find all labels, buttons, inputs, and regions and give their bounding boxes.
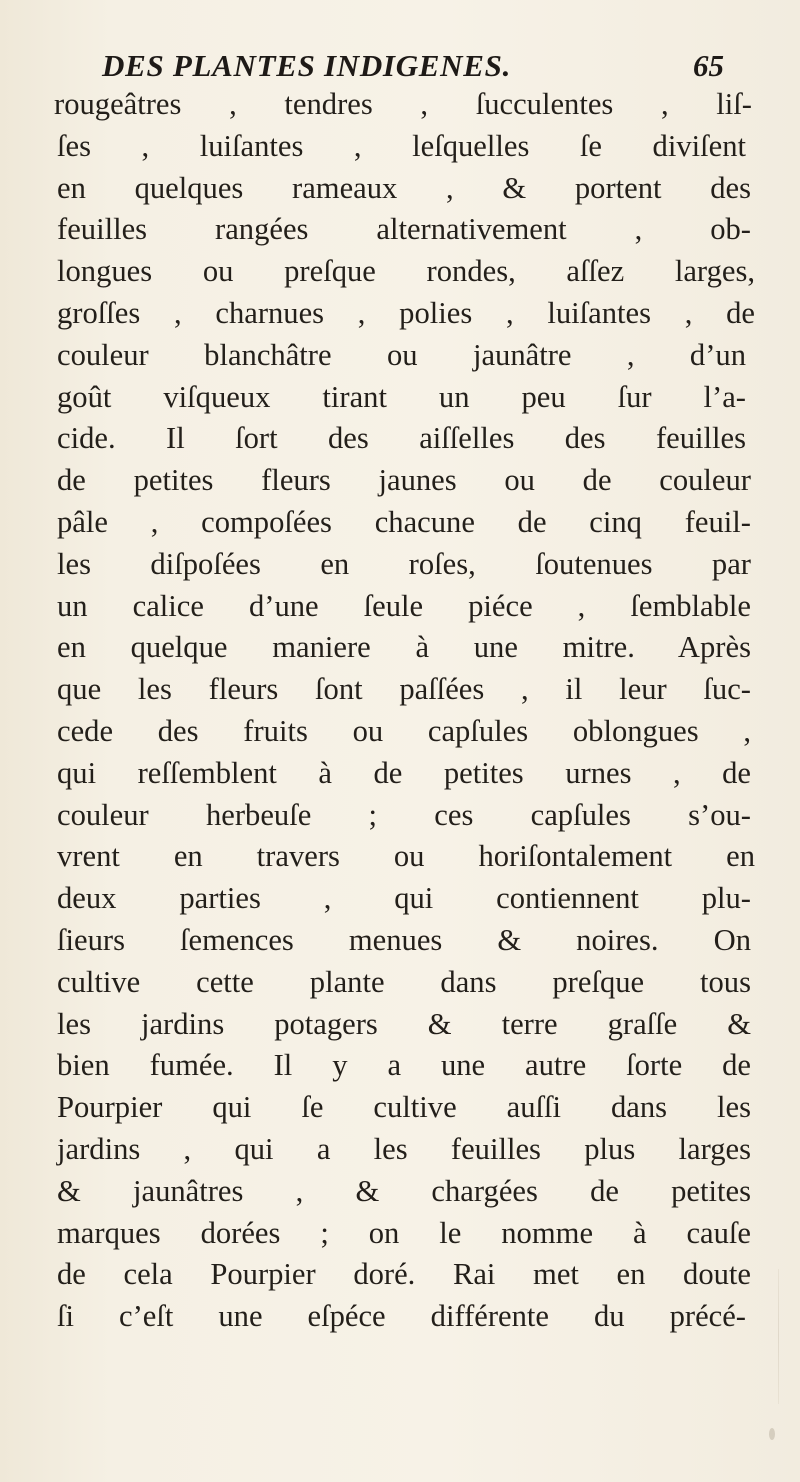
text-line: cide. Il ſort des aiſſelles des feuilles	[57, 421, 746, 456]
text-line: feuilles rangées alternativement , ob-	[57, 212, 751, 247]
text-line: rougeâtres , tendres , ſucculentes , liſ-	[54, 87, 752, 121]
text-line: jardins , qui a les feuilles plus larges	[57, 1131, 751, 1166]
page-number: 65	[693, 48, 724, 83]
text-line: marques dorées ; on le nomme à cauſe	[57, 1215, 751, 1250]
text-line: couleur herbeuſe ; ces capſules s’ou-	[57, 797, 751, 832]
text-line: les jardins potagers & terre graſſe &	[57, 1006, 751, 1041]
text-line: groſſes , charnues , polies , luiſantes , de	[57, 295, 755, 330]
running-head: DES PLANTES INDIGENES.	[102, 48, 512, 83]
text-line: vrent en travers ou horiſontalement en	[57, 839, 755, 874]
text-line: couleur blanchâtre ou jaunâtre , d’un	[57, 337, 746, 372]
text-line: longues ou preſque rondes, aſſez larges,	[57, 254, 755, 289]
text-line: en quelque maniere à une mitre. Après	[57, 630, 751, 665]
text-line: que les fleurs ſont paſſées , il leur ſuc-	[57, 672, 751, 707]
text-line: de cela Pourpier doré. Rai met en doute	[57, 1257, 751, 1292]
body-text	[54, 84, 755, 1338]
text-line: goût viſqueux tirant un peu ſur l’a-	[57, 379, 746, 414]
text-line: qui reſſemblent à de petites urnes , de	[57, 755, 751, 790]
text-line: en quelques rameaux , & portent des	[57, 170, 751, 205]
paper-spot	[769, 1428, 775, 1440]
text-line: deux parties , qui contiennent plu-	[57, 881, 751, 916]
text-line: cultive cette plante dans preſque tous	[57, 964, 751, 999]
text-line: ſi c’eſt une eſpéce différente du précé-	[57, 1299, 746, 1334]
text-line: bien fumée. Il y a une autre ſorte de	[57, 1048, 751, 1083]
text-line: ſes , luiſantes , leſquelles ſe diviſent	[57, 128, 746, 163]
paper-scratch	[778, 1269, 779, 1404]
text-line: ſieurs ſemences menues & noires. On	[57, 922, 751, 957]
text-line: & jaunâtres , & chargées de petites	[57, 1173, 751, 1208]
text-line: de petites fleurs jaunes ou de couleur	[57, 463, 751, 498]
text-line: pâle , compoſées chacune de cinq feuil-	[57, 504, 751, 539]
text-line: les diſpoſées en roſes, ſoutenues par	[57, 546, 751, 581]
text-line: Pourpier qui ſe cultive auſſi dans les	[57, 1090, 751, 1125]
text-line: cede des fruits ou capſules oblongues ,	[57, 713, 751, 748]
text-line: un calice d’une ſeule piéce , ſemblable	[57, 588, 751, 623]
